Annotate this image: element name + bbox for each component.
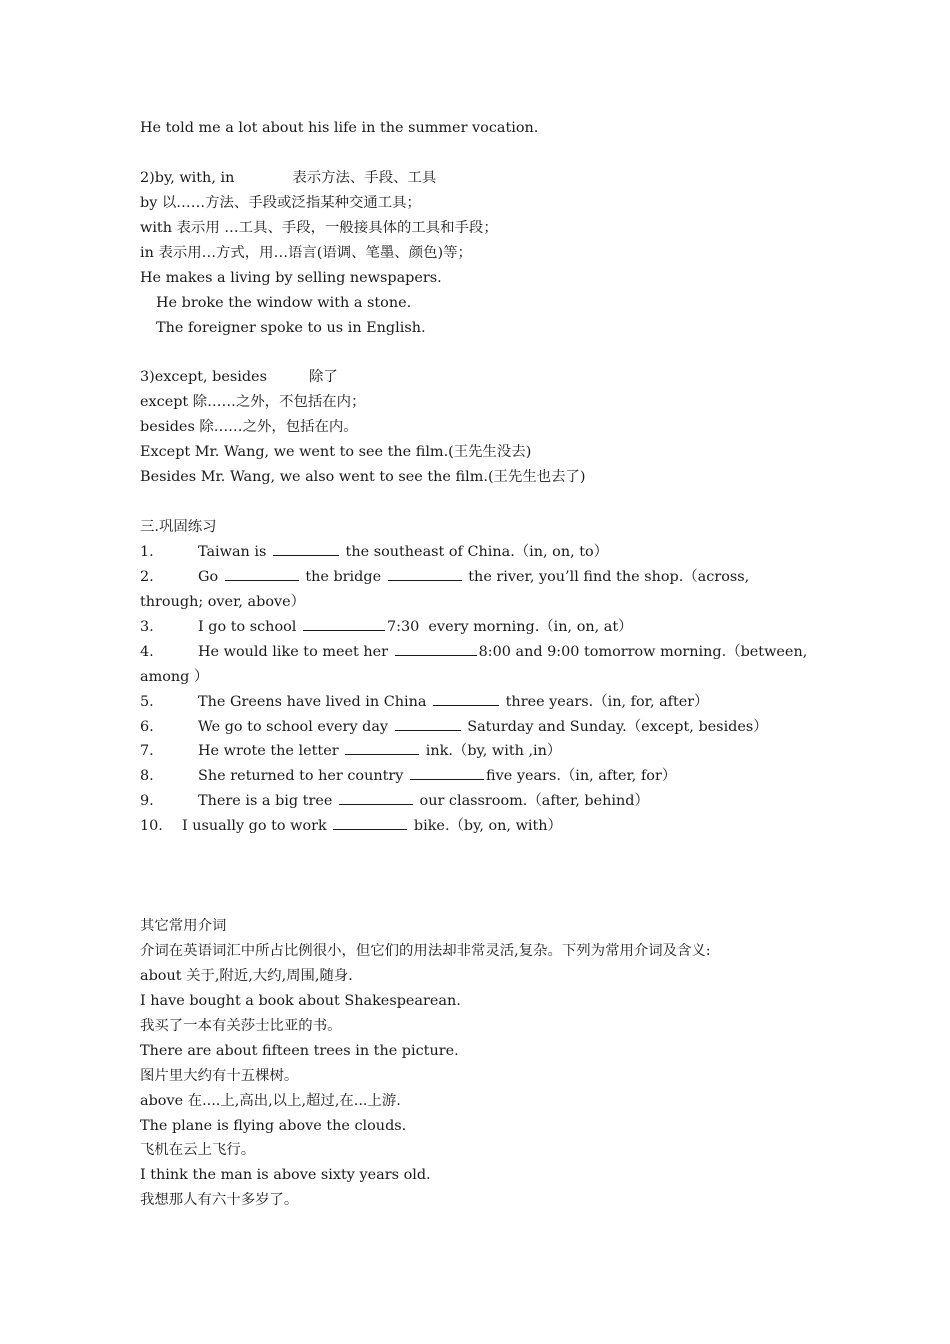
section3-heading-left: 3)except, besides xyxy=(140,369,267,386)
exercise-text: the bridge xyxy=(305,568,382,585)
exercise-text: The Greens have lived in China xyxy=(198,693,427,710)
blank-line xyxy=(140,490,830,515)
section3-line: Besides Mr. Wang, we also went to see the film.(王先生也去了) xyxy=(140,469,586,486)
exercise-text: I usually go to work xyxy=(182,818,327,835)
other-line: 我想那人有六十多岁了。 xyxy=(140,1192,299,1209)
blank-space xyxy=(140,839,830,914)
exercise-text: bike.（by, on, with） xyxy=(413,818,562,835)
other-line: 介词在英语词汇中所占比例很小，但它们的用法却非常灵活,复杂。下列为常用介词及含义: xyxy=(140,942,711,959)
other-line: I have bought a book about Shakespearean. xyxy=(140,992,461,1009)
section3-heading-right: 除了 xyxy=(308,369,338,386)
section2-line: by 以……方法、手段或泛指某种交通工具； xyxy=(140,194,421,211)
exercise-continuation: among ） xyxy=(140,668,209,685)
exercise-number: 1. xyxy=(140,543,154,560)
answer-blank[interactable] xyxy=(395,641,477,656)
exercise-text: our classroom.（after, behind） xyxy=(419,793,649,810)
other-title: 其它常用介词 xyxy=(140,918,227,935)
section3-line: except 除……之外，不包括在内； xyxy=(140,394,366,411)
section2-example: The foreigner spoke to us in English. xyxy=(156,319,426,336)
answer-blank[interactable] xyxy=(345,740,419,755)
exercise-text: Saturday and Sunday.（except, besides） xyxy=(467,718,768,735)
exercise-item xyxy=(140,715,830,740)
exercise-text: She returned to her country xyxy=(198,768,404,785)
intro-sentence: He told me a lot about his life in the summer vocation. xyxy=(140,120,539,136)
exercise-item xyxy=(140,789,830,814)
exercise-text: the river, you’ll find the shop.（across, xyxy=(468,568,750,585)
other-line: I think the man is above sixty years old. xyxy=(140,1167,431,1184)
exercise-text: ink.（by, with ,in） xyxy=(425,743,562,760)
exercise-text: 8:00 and 9:00 tomorrow morning.（between, xyxy=(478,643,808,660)
document-page xyxy=(140,116,830,1213)
exercise-item xyxy=(140,615,830,640)
other-line: 飞机在云上飞行。 xyxy=(140,1142,256,1159)
other-line: 我买了一本有关莎士比亚的书。 xyxy=(140,1017,342,1034)
other-line: The plane is flying above the clouds. xyxy=(140,1117,407,1134)
answer-blank[interactable] xyxy=(273,541,339,556)
exercise-number: 7. xyxy=(140,743,154,760)
exercise-item xyxy=(140,540,830,565)
section2-example: He broke the window with a stone. xyxy=(156,294,412,311)
exercise-text: 7:30 every morning.（in, on, at） xyxy=(386,618,633,635)
exercise-text: Go xyxy=(198,568,219,585)
exercise-number: 2. xyxy=(140,568,154,585)
other-line: about 关于,附近,大约,周围,随身. xyxy=(140,967,353,984)
section3-heading xyxy=(140,365,830,390)
section2-line: in 表示用…方式，用…语言(语调、笔墨、颜色)等； xyxy=(140,244,472,261)
other-line: There are about fifteen trees in the picture. xyxy=(140,1042,459,1059)
section3-line: besides 除……之外，包括在内。 xyxy=(140,419,358,436)
exercise-item xyxy=(140,690,830,715)
answer-blank[interactable] xyxy=(433,691,499,706)
answer-blank[interactable] xyxy=(395,716,461,731)
exercise-text: There is a big tree xyxy=(198,793,333,810)
exercise-number: 5. xyxy=(140,693,154,710)
blank-line xyxy=(140,340,830,365)
other-line: 图片里大约有十五棵树。 xyxy=(140,1067,299,1084)
exercise-text: Taiwan is xyxy=(198,543,267,560)
exercise-item xyxy=(140,764,830,789)
exercise-item xyxy=(140,739,830,764)
exercise-item xyxy=(140,565,830,590)
exercise-text: I go to school xyxy=(198,618,297,635)
exercise-number: 3. xyxy=(140,618,154,635)
answer-blank[interactable] xyxy=(333,815,407,830)
answer-blank[interactable] xyxy=(388,566,462,581)
section2-line: He makes a living by selling newspapers. xyxy=(140,269,442,286)
exercise-number: 4. xyxy=(140,643,154,660)
other-line: above 在....上,高出,以上,超过,在...上游. xyxy=(140,1092,401,1109)
exercise-text: five years.（in, after, for） xyxy=(486,768,677,785)
exercise-text: We go to school every day xyxy=(198,718,389,735)
answer-blank[interactable] xyxy=(225,566,299,581)
answer-blank[interactable] xyxy=(339,790,413,805)
exercise-item xyxy=(140,640,830,665)
section2-line: with 表示用 …工具、手段，一般接具体的工具和手段； xyxy=(140,219,498,236)
exercise-number: 6. xyxy=(140,718,154,735)
exercise-text: the southeast of China.（in, on, to） xyxy=(345,543,609,560)
exercise-item xyxy=(140,814,830,839)
section2-heading-right: 表示方法、手段、工具 xyxy=(292,169,437,186)
exercise-number: 9. xyxy=(140,793,154,810)
section2-heading-left: 2)by, with, in xyxy=(140,169,235,186)
exercise-text: He would like to meet her xyxy=(198,643,389,660)
answer-blank[interactable] xyxy=(410,765,484,780)
exercise-text: He wrote the letter xyxy=(198,743,339,760)
section2-heading xyxy=(140,166,830,191)
answer-blank[interactable] xyxy=(303,616,385,631)
exercise-number: 10. xyxy=(140,818,163,835)
exercises-title: 三.巩固练习 xyxy=(140,519,217,535)
blank-line xyxy=(140,141,830,166)
exercise-text: three years.（in, for, after） xyxy=(505,693,709,710)
section3-line: Except Mr. Wang, we went to see the film.(王先生没去) xyxy=(140,444,532,461)
exercise-continuation: through; over, above） xyxy=(140,593,306,610)
exercise-number: 8. xyxy=(140,768,154,785)
